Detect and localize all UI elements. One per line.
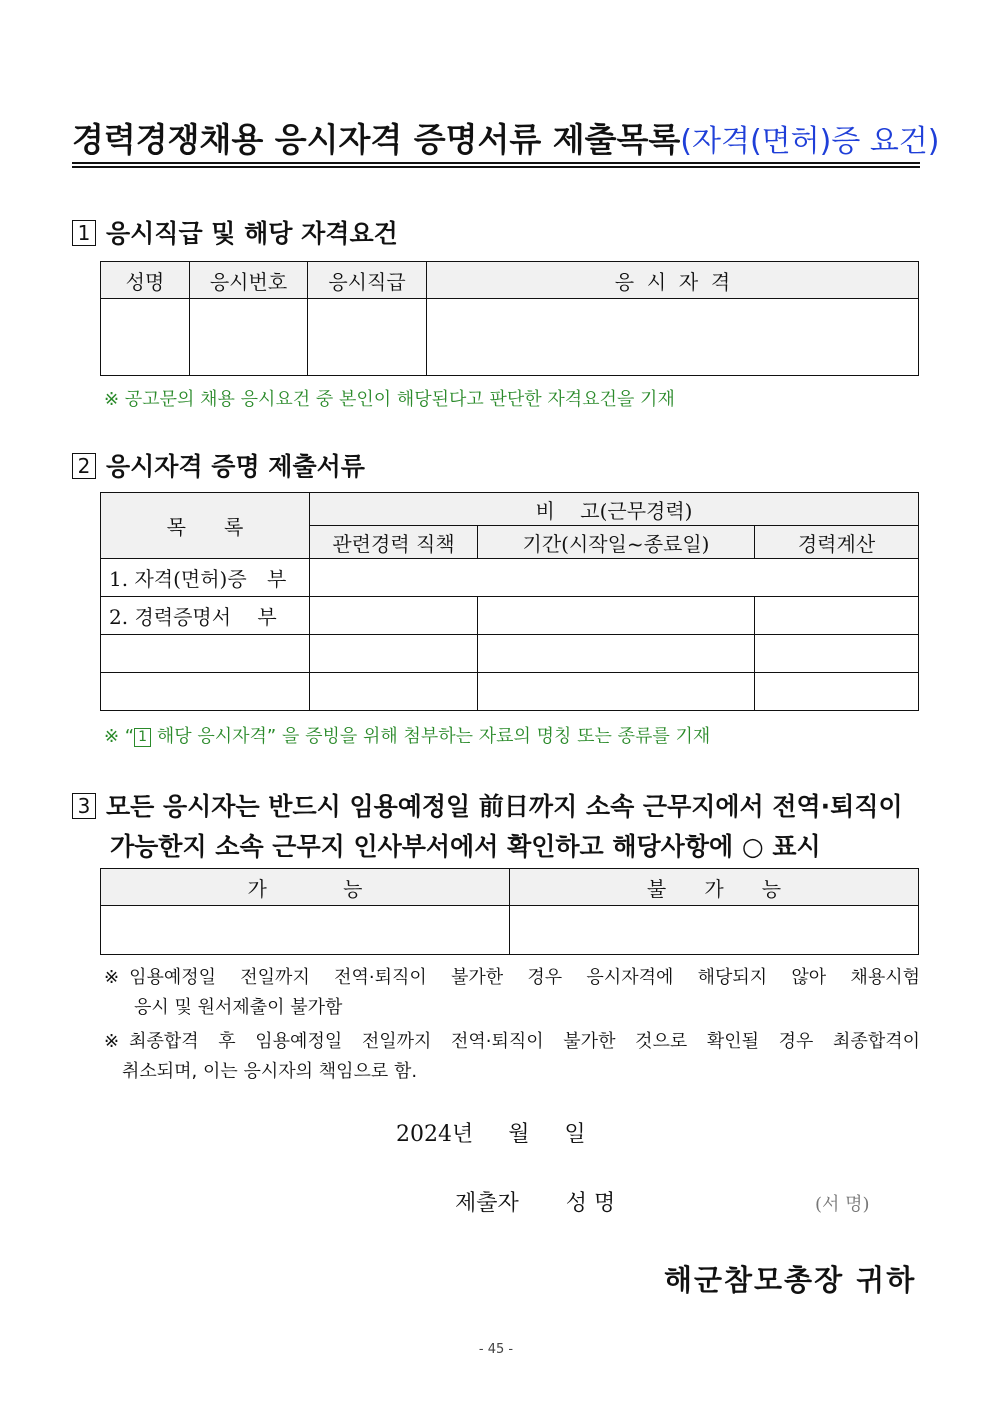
row-license-label: 1. 자격(면허)증 (109, 567, 247, 591)
note2-line2: 취소되며, 이는 응시자의 책임으로 함. (122, 1061, 418, 1082)
row-career-cert (101, 597, 310, 635)
submitter-label: 제출자 (455, 1191, 519, 1216)
row-license-unit: 부 (267, 567, 287, 591)
row-career-cert-unit: 부 (257, 605, 277, 629)
note1-line2: 응시 및 원서제출이 불가함 (134, 997, 343, 1018)
recipient: 해군참모총장 귀하 (664, 1263, 917, 1297)
possible-mark-cell[interactable] (101, 906, 510, 955)
document-title-suffix: (자격(면허)증 요건) (680, 124, 940, 159)
document-title-main: 경력경쟁채용 응시자격 증명서류 제출목록 (72, 120, 681, 159)
career-calc-cell[interactable] (755, 597, 919, 635)
section3-note-2 (104, 1027, 920, 1087)
title-underline-bottom (72, 166, 920, 168)
qualification-table (100, 261, 919, 376)
name-cell[interactable] (101, 299, 190, 376)
page-number: - 45 - (478, 1342, 514, 1357)
empty-list-cell[interactable] (101, 635, 310, 673)
submission-date: 2024년 월 일 (396, 1122, 586, 1147)
section1-number: 1 (72, 220, 96, 246)
title-underline-top (72, 162, 920, 164)
document-title (72, 120, 940, 162)
section3-heading-line1: 모든 응시자는 반드시 임용예정일 前日까지 소속 근무지에서 전역·퇴직이 (106, 792, 903, 821)
header-period: 기간(시작일~종료일) (478, 526, 755, 559)
submitter-line (455, 1186, 615, 1217)
header-exam-number: 응시번호 (190, 262, 308, 299)
exam-grade-cell[interactable] (308, 299, 427, 376)
documents-table (100, 492, 919, 711)
section1-note: ※ 공고문의 채용 응시요건 중 본인이 해당된다고 판단한 자격요건을 기재 (104, 389, 675, 410)
empty-position-cell[interactable] (310, 673, 478, 711)
header-list: 목 록 (101, 493, 310, 559)
header-related-position: 관련경력 직책 (310, 526, 478, 559)
section2-note-suffix: 해당 응시자격” 을 증빙을 위해 첨부하는 자료의 명칭 또는 종류를 기재 (151, 726, 711, 747)
header-name: 성명 (101, 262, 190, 299)
empty-period-cell[interactable] (478, 635, 755, 673)
career-position-cell[interactable] (310, 597, 478, 635)
header-possible: 가 능 (101, 869, 510, 906)
availability-table (100, 868, 919, 955)
header-qualification: 응 시 자 격 (427, 262, 919, 299)
note1-mark: ※ (104, 967, 120, 988)
signature-label: (서 명) (815, 1194, 870, 1215)
empty-period-cell[interactable] (478, 673, 755, 711)
section3-number: 3 (72, 793, 96, 819)
row-license (101, 559, 310, 597)
empty-list-cell[interactable] (101, 673, 310, 711)
note2-line1: 최종합격 후 임용예정일 전일까지 전역·퇴직이 불가한 것으로 확인될 경우 최종합격이 (129, 1031, 920, 1052)
section3-heading-line2: 가능한지 소속 근무지 인사부서에서 확인하고 해당사항에 ○ 표시 (110, 832, 821, 861)
section2-note-number: 1 (134, 728, 151, 747)
empty-calc-cell[interactable] (755, 673, 919, 711)
name-label: 성 명 (565, 1191, 616, 1216)
impossible-mark-cell[interactable] (510, 906, 919, 955)
note1-line1: 임용예정일 전일까지 전역·퇴직이 불가한 경우 응시자격에 해당되지 않아 채용시험 (129, 967, 920, 988)
section2-note-prefix: ※ “ (104, 726, 135, 747)
section2-heading (72, 451, 365, 483)
section1-heading-text: 응시직급 및 해당 자격요건 (106, 219, 398, 248)
section2-number: 2 (72, 453, 96, 479)
header-remark: 비 고(근무경력) (310, 493, 919, 526)
section3-note-1 (104, 963, 920, 1023)
section2-note (104, 722, 710, 748)
section3-heading (72, 787, 903, 867)
license-remark-cell[interactable] (310, 559, 919, 597)
row-career-cert-label: 2. 경력증명서 (109, 605, 232, 629)
header-exam-grade: 응시직급 (308, 262, 427, 299)
header-career-calc: 경력계산 (755, 526, 919, 559)
exam-number-cell[interactable] (190, 299, 308, 376)
header-impossible: 불 가 능 (510, 869, 919, 906)
section1-heading (72, 218, 398, 250)
career-period-cell[interactable] (478, 597, 755, 635)
empty-position-cell[interactable] (310, 635, 478, 673)
empty-calc-cell[interactable] (755, 635, 919, 673)
section2-heading-text: 응시자격 증명 제출서류 (106, 452, 365, 481)
qualification-cell[interactable] (427, 299, 919, 376)
note2-mark: ※ (104, 1031, 120, 1052)
